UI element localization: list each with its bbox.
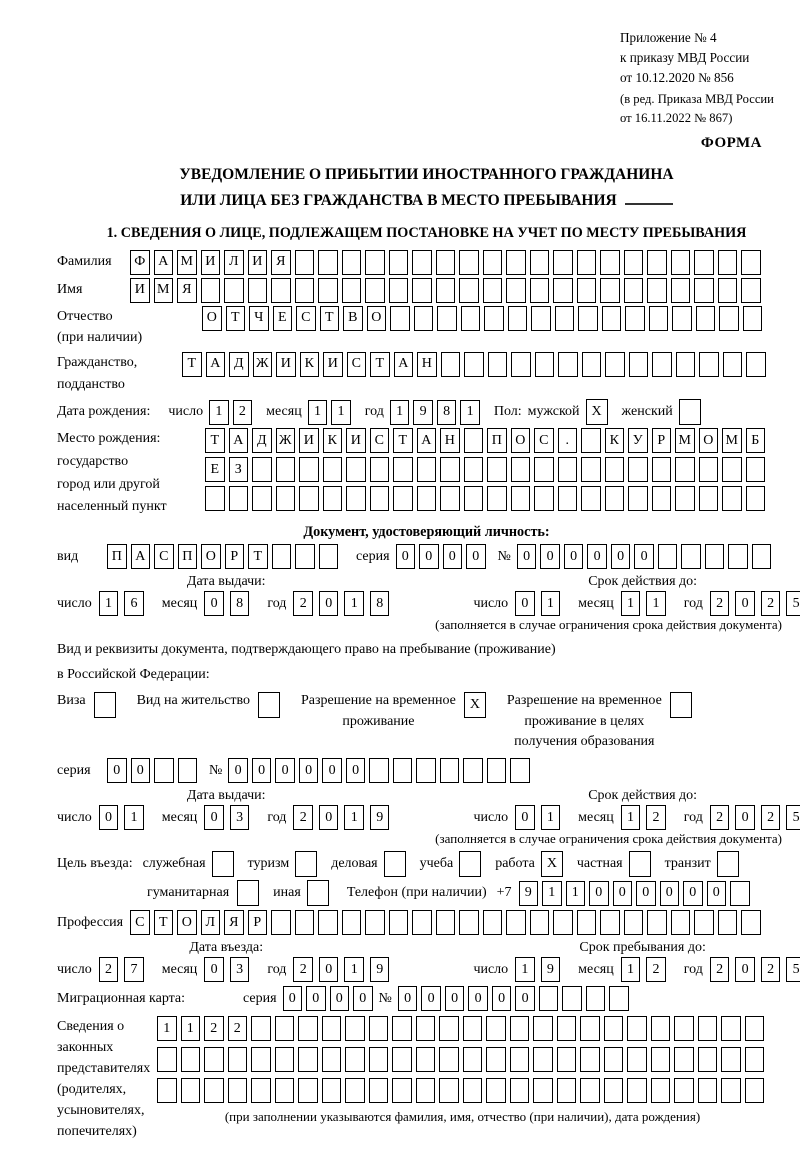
temp-residence-edu-checkbox[interactable]	[670, 692, 696, 718]
purpose-other-label: иная	[273, 885, 301, 901]
res-issue-block: Дата выдачи: число 0 1 месяц 0 3 год 2 0 1 9	[57, 788, 395, 830]
res-expiry-day-field[interactable]: 0 1	[515, 805, 566, 830]
given-name-row	[57, 278, 796, 303]
amendment-line-2: от 16.11.2022 № 867)	[620, 110, 733, 125]
stay-month-field[interactable]: 1 2	[621, 957, 672, 982]
mig-series-field[interactable]: 0 0 0 0	[283, 986, 377, 1011]
purpose-label: Цель въезда:	[57, 856, 133, 872]
temp-residence-edu-label: Разрешение на временное проживание в целях получения образования	[506, 693, 662, 749]
identity-doc-header: Документ, удостоверяющий личность:	[303, 524, 550, 541]
purpose-humanitarian-checkbox[interactable]	[237, 880, 263, 906]
forma-label: ФОРМА	[700, 134, 762, 151]
birth-place-field-row-2[interactable]: Е З	[205, 457, 769, 482]
profession-field[interactable]: С Т О Л Я Р	[130, 910, 765, 935]
form-title	[57, 162, 796, 215]
purpose-row-2	[147, 880, 796, 906]
res-issue-year-field[interactable]: 2 0 1 9	[293, 805, 395, 830]
phone-label: Телефон (при наличии)	[346, 885, 487, 901]
form-title-line-2: ИЛИ ЛИЦА БЕЗ ГРАЖДАНСТВА В МЕСТО ПРЕБЫВАНИЯ	[57, 188, 796, 214]
doc-series-label: серия	[356, 548, 390, 564]
doc-kind-label: вид	[57, 548, 79, 564]
appendix-line-2: к приказу МВД России	[620, 49, 750, 65]
purpose-private-label: частная	[576, 856, 623, 872]
purpose-private-checkbox[interactable]	[629, 851, 655, 877]
temp-residence-edu-option	[507, 691, 696, 752]
surname-label: Фамилия	[57, 254, 112, 270]
patronymic-label: Отчество (при наличии)	[57, 308, 143, 346]
representatives-block	[57, 1016, 796, 1142]
res-expiry-note: (заполняется в случае ограничения срока действия документа)	[435, 831, 782, 847]
stay-day-field[interactable]: 1 9	[515, 957, 566, 982]
doc-expiry-day-field[interactable]: 0 1	[515, 591, 566, 616]
profession-row	[57, 910, 796, 935]
stay-until-block: Срок пребывания до: число 1 9 месяц 1 2 год 2 0 2 5	[473, 940, 800, 982]
visa-label: Виза	[57, 693, 86, 709]
surname-row	[57, 250, 796, 275]
res-series-label: серия	[57, 762, 91, 778]
representatives-label: Сведения о законных представителях (родителях, усыновителях, попечителях)	[57, 1019, 151, 1140]
purpose-humanitarian-label: гуманитарная	[147, 885, 230, 901]
residence-doc-series-row	[57, 758, 796, 783]
residence-doc-intro: Вид и реквизиты документа, подтверждающего право на пребывание (проживание) в Российской Федерации:	[57, 642, 556, 683]
res-expiry-year-field[interactable]: 2 0 2 5	[710, 805, 800, 830]
representatives-field-row-1[interactable]: 1 1 2 2	[157, 1016, 768, 1041]
entry-year-field[interactable]: 2 0 1 9	[293, 957, 395, 982]
res-issue-title: Дата выдачи:	[186, 788, 266, 804]
appendix-line-1: Приложение № 4	[620, 30, 717, 45]
citizenship-row	[57, 352, 796, 395]
doc-expiry-note: (заполняется в случае ограничения срока действия документа)	[435, 617, 782, 633]
purpose-study-label: учеба	[419, 856, 454, 872]
temp-residence-option	[301, 691, 490, 732]
doc-issue-block: Дата выдачи: число 1 6 месяц 0 8 год 2 0 1 8	[57, 574, 395, 616]
visa-checkbox[interactable]	[94, 692, 120, 718]
doc-series-field[interactable]: 0 0 0 0	[396, 544, 490, 569]
purpose-business-label: деловая	[331, 856, 378, 872]
residence-permit-checkbox[interactable]	[258, 692, 284, 718]
stay-until-title: Срок пребывания до:	[579, 940, 706, 956]
doc-issue-day-field[interactable]: 1 6	[99, 591, 150, 616]
representatives-fields	[157, 1016, 768, 1125]
doc-expiry-year-field[interactable]: 2 0 2 5	[710, 591, 800, 616]
purpose-transit-label: транзит	[664, 856, 711, 872]
visa-option	[57, 691, 120, 718]
citizenship-field[interactable]: Т А Д Ж И К И С Т А Н	[182, 352, 770, 377]
entry-date-title: Дата въезда:	[189, 940, 264, 956]
form-title-line-1: УВЕДОМЛЕНИЕ О ПРИБЫТИИ ИНОСТРАННОГО ГРАЖДАНИНА	[179, 165, 674, 183]
patronymic-row	[57, 306, 796, 349]
doc-expiry-month-field[interactable]: 1 1	[621, 591, 672, 616]
entry-month-field[interactable]: 0 3	[204, 957, 255, 982]
purpose-business-checkbox[interactable]	[384, 851, 410, 877]
identity-doc-kind-row	[57, 544, 796, 569]
mig-number-label: №	[378, 990, 392, 1006]
entry-date-block: Дата въезда: число 2 7 месяц 0 3 год 2 0 1 9	[57, 940, 395, 982]
birth-day-field[interactable]: 1 2	[209, 400, 256, 425]
citizenship-label: Гражданство, подданство	[57, 354, 138, 392]
birth-place-field-row-3[interactable]	[205, 486, 769, 511]
doc-issue-year-field[interactable]: 2 0 1 8	[293, 591, 395, 616]
doc-number-label: №	[497, 548, 511, 564]
birth-date-label: Дата рождения:	[57, 404, 151, 420]
birth-year-field[interactable]: 1 9 8 1	[390, 400, 484, 425]
migration-card-label: Миграционная карта:	[57, 990, 186, 1006]
purpose-other-checkbox[interactable]	[307, 880, 333, 906]
residence-permit-option	[137, 691, 284, 718]
appendix-line-3: от 10.12.2020 № 856	[620, 69, 734, 85]
entry-day-field[interactable]: 2 7	[99, 957, 150, 982]
birth-month-field[interactable]: 1 1	[308, 400, 355, 425]
birth-date-row	[57, 399, 796, 425]
doc-kind-field[interactable]: П А С П О Р Т	[107, 544, 342, 569]
stay-year-field[interactable]: 2 0 2 5	[710, 957, 800, 982]
purpose-tourism-checkbox[interactable]	[295, 851, 321, 877]
sex-label: Пол:	[493, 404, 522, 420]
given-name-field[interactable]: И М Я	[130, 278, 765, 303]
doc-expiry-title: Срок действия до:	[588, 574, 698, 590]
doc-issue-title: Дата выдачи:	[186, 574, 266, 590]
birth-place-fields	[205, 428, 769, 515]
entry-stay-dates	[57, 940, 800, 982]
mig-series-label: серия	[243, 990, 277, 1006]
representatives-footnote: (при заполнении указываются фамилия, имя, отчество (при наличии), дата рождения)	[224, 1109, 701, 1125]
amendment-line-1: (в ред. Приказа МВД России	[620, 92, 774, 107]
section1-title: 1. СВЕДЕНИЯ О ЛИЦЕ, ПОДЛЕЖАЩЕМ ПОСТАНОВКЕ НА УЧЕТ ПО МЕСТУ ПРЕБЫВАНИЯ	[106, 224, 747, 241]
patronymic-field[interactable]: О Т Ч Е С Т В О	[202, 306, 766, 331]
given-name-label: Имя	[57, 282, 83, 298]
doc-number-field[interactable]: 0 0 0 0 0 0	[517, 544, 776, 569]
migration-card-row	[57, 986, 796, 1011]
phone-field[interactable]: 9 1 1 0 0 0 0 0 0	[519, 881, 754, 906]
res-expiry-month-field[interactable]: 1 2	[621, 805, 672, 830]
sex-female-checkbox[interactable]	[679, 399, 705, 425]
residence-doc-options	[57, 691, 796, 752]
profession-label: Профессия	[57, 914, 124, 930]
temp-residence-label: Разрешение на временное проживание	[300, 693, 456, 729]
birth-year-label: год	[364, 404, 384, 420]
sex-male-checkbox[interactable]: X	[586, 399, 612, 425]
residence-permit-label: Вид на жительство	[136, 693, 250, 709]
purpose-official-checkbox[interactable]	[212, 851, 238, 877]
res-issue-month-field[interactable]: 0 3	[204, 805, 255, 830]
birth-day-label: число	[168, 404, 204, 420]
purpose-study-checkbox[interactable]	[459, 851, 485, 877]
surname-field[interactable]: Ф А М И Л И Я	[130, 250, 765, 275]
purpose-transit-checkbox[interactable]	[717, 851, 743, 877]
representatives-field-row-2[interactable]	[157, 1047, 768, 1072]
temp-residence-checkbox[interactable]: X	[464, 692, 490, 718]
title-blank-line	[625, 191, 673, 206]
sex-male-label: мужской	[527, 404, 580, 420]
purpose-tourism-label: туризм	[247, 856, 290, 872]
purpose-work-checkbox[interactable]: X	[541, 851, 567, 877]
sex-female-label: женский	[621, 404, 673, 420]
amendment-note	[620, 90, 800, 127]
phone-prefix: +7	[496, 885, 512, 901]
purpose-work-label: работа	[495, 856, 535, 872]
residence-doc-dates	[57, 788, 800, 830]
res-expiry-title: Срок действия до:	[588, 788, 698, 804]
purpose-row-1	[57, 851, 796, 877]
identity-doc-dates	[57, 574, 800, 616]
res-issue-day-field[interactable]: 0 1	[99, 805, 150, 830]
res-series-field[interactable]: 0 0	[107, 758, 201, 783]
birth-place-field-row-1[interactable]: Т А Д Ж И К И С Т А Н П О С . К У Р М О М Б	[205, 428, 769, 453]
purpose-official-label: служебная	[142, 856, 206, 872]
birth-month-label: месяц	[266, 404, 302, 420]
representatives-field-row-3[interactable]	[157, 1078, 768, 1103]
birth-place-label: Место рождения: государство город или другой населенный пункт	[57, 431, 167, 515]
doc-expiry-block: Срок действия до: число 0 1 месяц 1 1 год 2 0 2 5	[473, 574, 800, 616]
res-number-label: №	[209, 762, 223, 778]
res-expiry-block: Срок действия до: число 0 1 месяц 1 2 год 2 0 2 5	[473, 788, 800, 830]
mig-number-field[interactable]: 0 0 0 0 0 0	[398, 986, 633, 1011]
res-number-field[interactable]: 0 0 0 0 0 0	[228, 758, 534, 783]
appendix-header	[620, 28, 800, 127]
doc-issue-month-field[interactable]: 0 8	[204, 591, 255, 616]
birth-place-block	[57, 428, 796, 519]
